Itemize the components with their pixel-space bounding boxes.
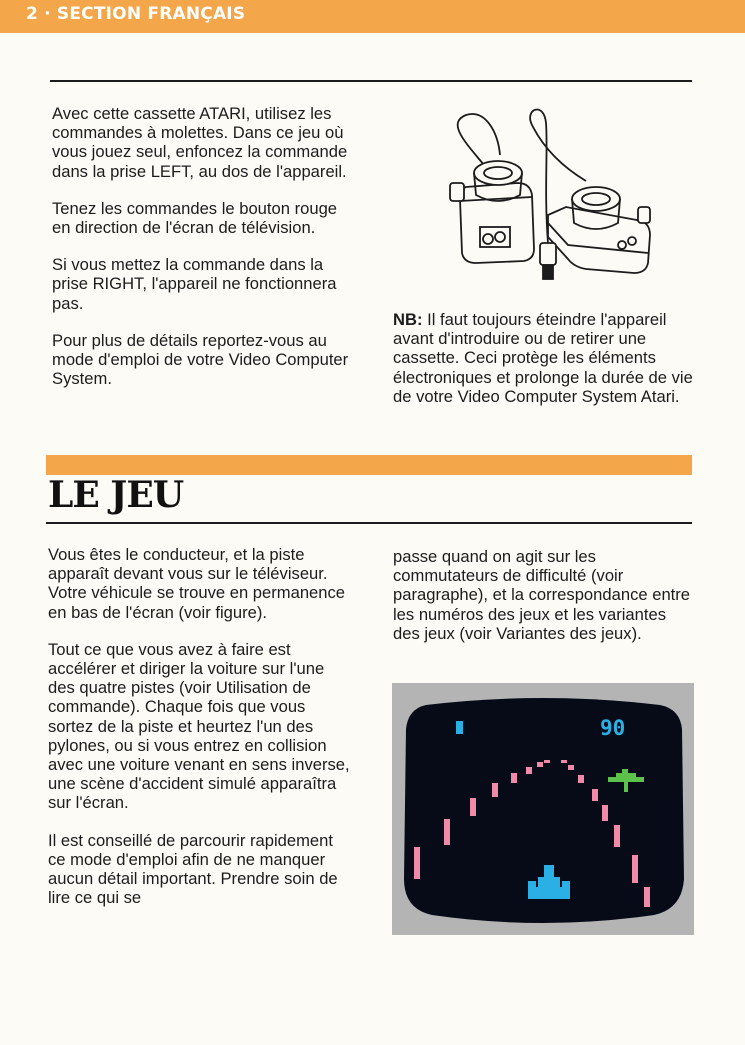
pylon bbox=[470, 798, 476, 816]
game-paragraph: Vous êtes le conducteur, et la piste apparaît devant vous sur le téléviseur. Votre véhicule se trouve en permanence en bas de l'écran (voir figure). bbox=[48, 545, 346, 622]
pylon bbox=[592, 789, 598, 801]
paddle-controllers-illustration bbox=[436, 103, 666, 288]
intro-paragraph: Avec cette cassette ATARI, utilisez les commandes à molettes. Dans ce jeu où vous jouez seul, enfoncez la commande dans la prise LEFT, au dos de l'appareil. bbox=[52, 104, 348, 181]
note-label: NB: bbox=[393, 310, 423, 329]
pylon bbox=[544, 760, 550, 763]
pylon bbox=[568, 765, 574, 770]
pylon bbox=[644, 887, 650, 907]
pylon bbox=[444, 819, 450, 845]
section-divider-band bbox=[46, 455, 692, 475]
intro-paragraph: Tenez les commandes le bouton rouge en direction de l'écran de télévision. bbox=[52, 198, 338, 238]
section-title-rule bbox=[46, 522, 692, 524]
lane-indicator bbox=[456, 721, 463, 734]
pylon bbox=[511, 773, 517, 783]
pylon bbox=[602, 805, 608, 821]
note-text: Il faut toujours éteindre l'appareil avant d'introduire ou de retirer une cassette. Ceci protège les éléments électroniques et prolonge la durée de vie de votre Video Computer System Atari. bbox=[393, 310, 693, 406]
note-block bbox=[393, 310, 693, 424]
game-screen bbox=[392, 683, 694, 935]
intro-paragraph: Pour plus de détails reportez-vous au mode d'emploi de votre Video Computer System. bbox=[52, 330, 349, 389]
pylon bbox=[578, 775, 584, 783]
section-title: LE JEU bbox=[48, 474, 184, 516]
intro-paragraph: Si vous mettez la commande dans la prise RIGHT, l'appareil ne fonctionnera pas. bbox=[52, 255, 337, 313]
pylon bbox=[632, 855, 638, 883]
game-paragraph: passe quand on agit sur les commutateurs de difficulté (voir paragraphe), et la correspondance entre les numéros des jeux et les variantes des jeux (voir Variantes des jeux). bbox=[393, 547, 691, 643]
score-readout: 90 bbox=[600, 716, 626, 740]
top-rule bbox=[50, 80, 692, 82]
pylon bbox=[561, 760, 567, 763]
pylon bbox=[614, 825, 620, 847]
pylon bbox=[537, 762, 543, 767]
note-paragraph bbox=[393, 310, 693, 406]
game-screenshot bbox=[392, 683, 694, 935]
game-paragraph: Il est conseillé de parcourir rapidement ce mode d'emploi afin de ne manquer aucun détail important. Prendre soin de lire ce qui se bbox=[48, 830, 338, 908]
section-header-title: 2 · SECTION FRANÇAIS bbox=[26, 4, 246, 24]
game-left-column bbox=[48, 545, 353, 925]
intro-text bbox=[52, 104, 357, 406]
pylon bbox=[492, 783, 498, 797]
pylon bbox=[414, 847, 420, 879]
game-right-column bbox=[393, 547, 693, 661]
section-header-bar bbox=[0, 0, 745, 33]
pylon bbox=[526, 767, 532, 774]
game-paragraph: Tout ce que vous avez à faire est accélérer et diriger la voiture sur l'une des quatre pistes (voir Utilisation de commande). Chaque fois que vous sortez de la piste et heurtez l'un des pylones, ou si vous entrez en collision avec une voiture venant en sens inverse, une scène d'accident simulé apparaîtra sur l'écran. bbox=[48, 639, 350, 813]
